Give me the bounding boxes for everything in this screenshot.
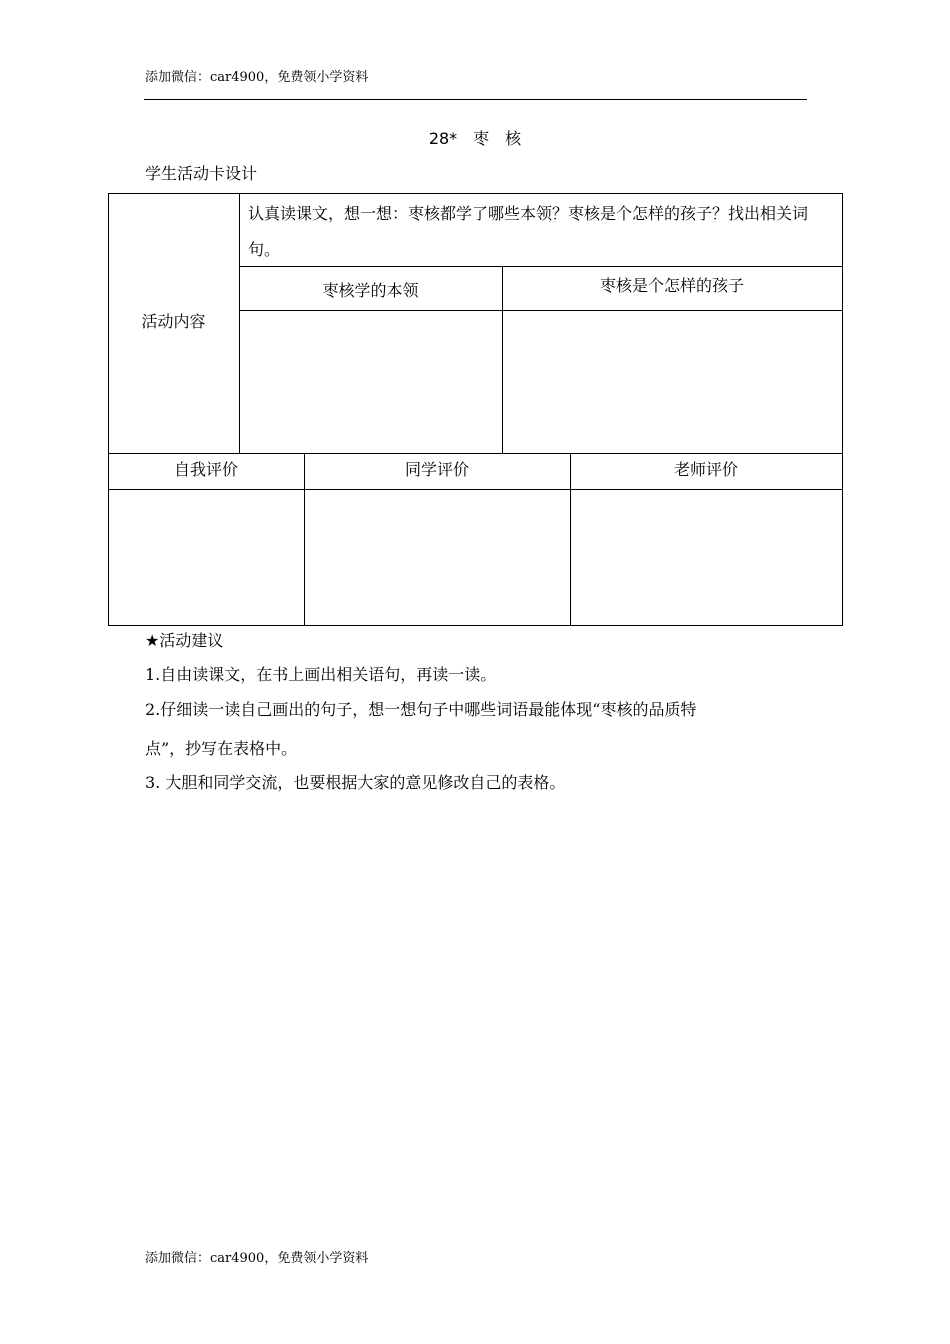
column-header-character: 枣核是个怎样的孩子: [599, 276, 744, 295]
suggestions-heading: ★活动建议: [145, 631, 224, 650]
activity-content-label: 活动内容: [141, 312, 206, 331]
column-header-skills: 枣核学的本领: [322, 281, 419, 300]
eval-header-self: 自我评价: [173, 460, 238, 479]
section-subtitle: 学生活动卡设计: [145, 164, 258, 183]
page-title: 28* 枣 核: [428, 129, 522, 148]
header-note: 添加微信：car4900，免费领小学资料: [145, 70, 369, 85]
activity-instruction: 认真读课文，想一想：枣核都学了哪些本领？枣核是个怎样的孩子？找出相关词句。: [248, 204, 809, 259]
footer-note: 添加微信：car4900，免费领小学资料: [145, 1251, 369, 1266]
header-divider: [144, 99, 807, 100]
suggestion-item-1: 1.自由读课文，在书上画出相关语句，再读一读。: [145, 665, 497, 684]
suggestion-item-2: 2.仔细读一读自己画出的句子，想一想句子中哪些词语最能体现“枣核的品质特: [145, 700, 697, 719]
eval-header-peer: 同学评价: [404, 460, 469, 479]
suggestion-item-2-cont: 点”，抄写在表格中。: [145, 739, 298, 758]
suggestion-item-3: 3. 大胆和同学交流，也要根据大家的意见修改自己的表格。: [145, 773, 566, 792]
eval-header-teacher: 老师评价: [673, 460, 738, 479]
